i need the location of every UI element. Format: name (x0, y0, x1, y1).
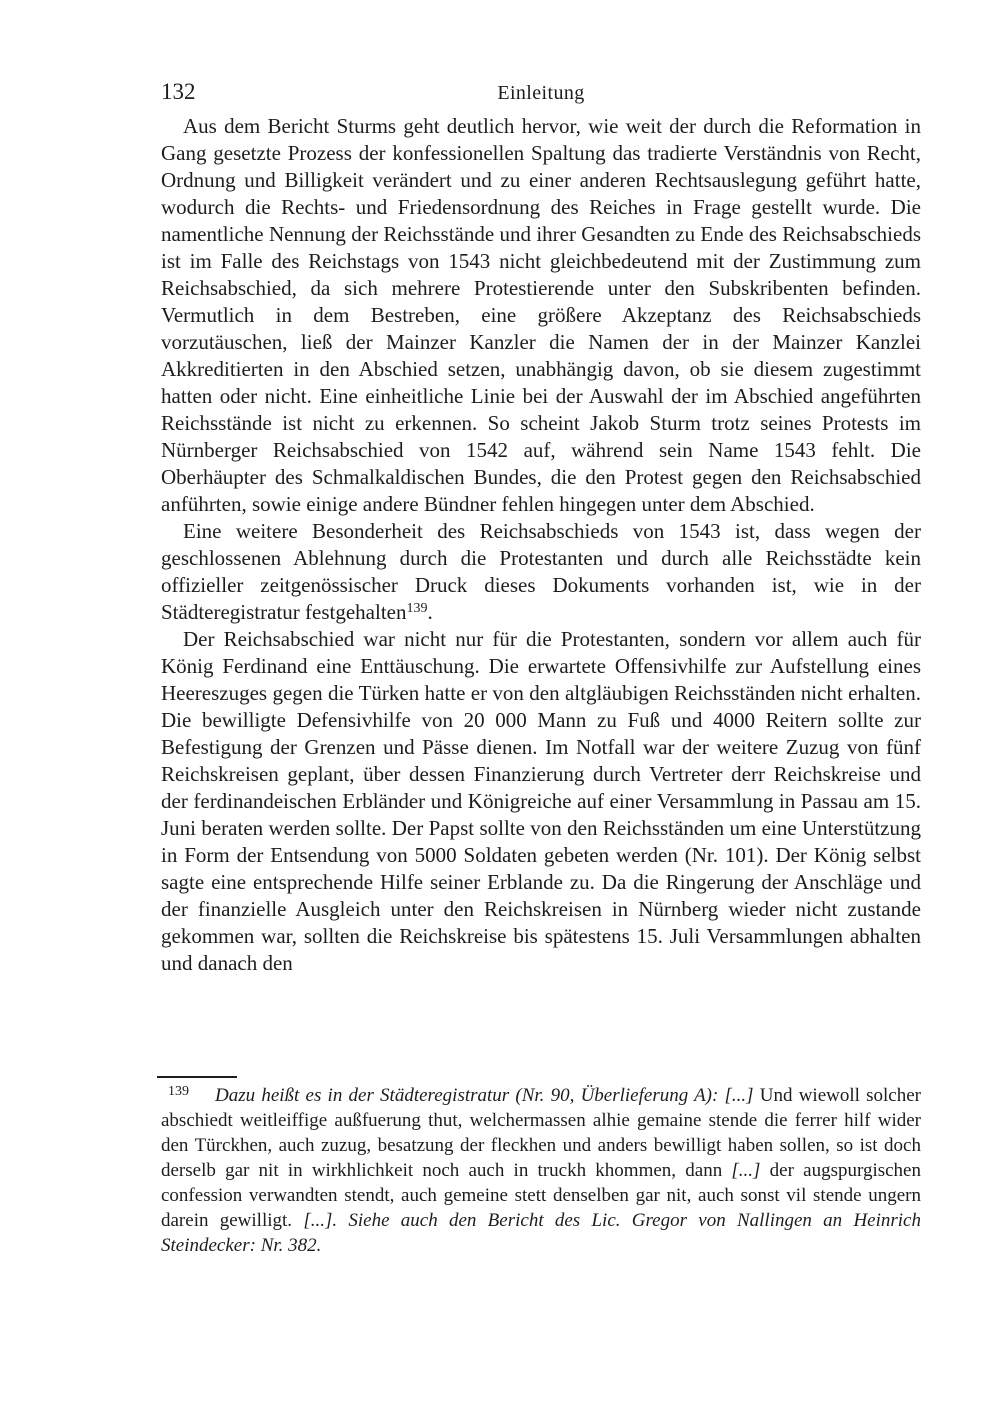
paragraph-1: Aus dem Bericht Sturms geht deutlich hervor, wie weit der durch die Reformation in Gang gesetzte Prozess der konfessionellen Spaltung das tradierte Verständnis von Recht, Ordnung und Billigkeit verändert und zu einer anderen Rechtsauslegung geführt hatte, wodurch die Rechts- und Friedensordnung des Reiches in Frage gestellt wurde. Die namentliche Nennung der Reichsstände und ihrer Gesandten zu Ende des Reichsabschieds ist im Falle des Reichstags von 1543 nicht gleichbedeutend mit der Zustimmung zum Reichsabschied, da sich mehrere Protestierende unter den Subskribenten befinden. Vermutlich in dem Bestreben, eine größere Akzeptanz des Reichsabschieds vorzutäuschen, ließ der Mainzer Kanzler die Namen der in der Mainzer Kanzlei Akkreditierten in den Abschied setzen, unabhängig davon, ob sie diesem zugestimmt hatten oder nicht. Eine einheitliche Linie bei der Auswahl der im Abschied angeführten Reichsstände ist nicht zu erkennen. So scheint Jakob Sturm trotz seines Protests im Nürnberger Reichsabschied von 1542 auf, während sein Name 1543 fehlt. Die Oberhäupter des Schmalkaldischen Bundes, die den Protest gegen den Reichsabschied anführten, sowie einige andere Bündner fehlen hingegen unter dem Abschied. (161, 114, 921, 516)
paragraph-3: Der Reichsabschied war nicht nur für die Protestanten, sondern vor allem auch für König Ferdinand eine Enttäuschung. Die erwartete Offensivhilfe zur Aufstellung eines Heereszuges gegen die Türken hatte er von den altgläubigen Reichsständen nicht erhalten. Die bewilligte Defensivhilfe von 20 000 Mann zu Fuß und 4000 Reitern sollte zur Befestigung der Grenzen und Pässe dienen. Im Notfall war der weitere Zuzug von fünf Reichskreisen geplant, über dessen Finanzierung durch Vertreter derr Reichskreise und der ferdinandeischen Erbländer und Königreiche auf einer Versammlung in Passau am 15. Juni beraten werden sollte. Der Papst sollte von den Reichsständen um eine Unterstützung in Form der Entsendung von 5000 Soldaten gebeten werden (Nr. 101). Der König selbst sagte eine entsprechende Hilfe seiner Erblande zu. Da die Ringerung der Anschläge und der finanzielle Ausgleich unter den Reichskreisen in Nürnberg wieder nicht zustande gekommen war, sollten die Reichskreise bis spätestens 15. Juli Versammlungen abhalten und danach den (161, 627, 921, 975)
footnote-number: 139 (168, 1084, 189, 1099)
page-header (161, 80, 921, 108)
paragraph-2-text: Eine weitere Besonderheit des Reichsabschieds von 1543 ist, dass wegen der geschlossenen Ablehnung durch die Protestanten und durch alle Reichsstädte kein offizieller zeitgenössischer Druck dieses Dokuments vorhanden ist, wie in der Städteregistratur festgehalten (161, 519, 921, 624)
footnote-reference-139: 139 (406, 601, 428, 616)
page-number: 132 (161, 79, 196, 104)
footnote-139 (161, 1083, 921, 1258)
footnote-text: Dazu heißt es in der Städteregistratur (Nr. 90, Überlieferung A): [...] Und wiewoll solcher abschiedt weitleiffige außfuerung thut, welchermassen alhie gemaine stende die ferrer hilf wider den Türckhen, auch zuzug, besatzung der fleckhen und anders bewilligt haben sollen, so ist doch derselb gar nit in wirkhlichkeit noch auch in truckh khommen, dann [...] der augspurgischen confession verwandten stendt, auch gemeine stett denselben gar nit, auch sonst vil stende ungern darein gewilligt. [...]. Siehe auch den Bericht des Lic. Gregor von Nallingen an Heinrich Steindecker: Nr. 382. (161, 1085, 921, 1256)
footnote-separator-rule (157, 1076, 237, 1078)
body-text (161, 113, 921, 977)
paragraph-2 (161, 518, 921, 626)
paragraph-2-text-end: . (427, 600, 433, 624)
footnote-area (161, 1076, 921, 1258)
running-title: Einleitung (497, 82, 585, 104)
